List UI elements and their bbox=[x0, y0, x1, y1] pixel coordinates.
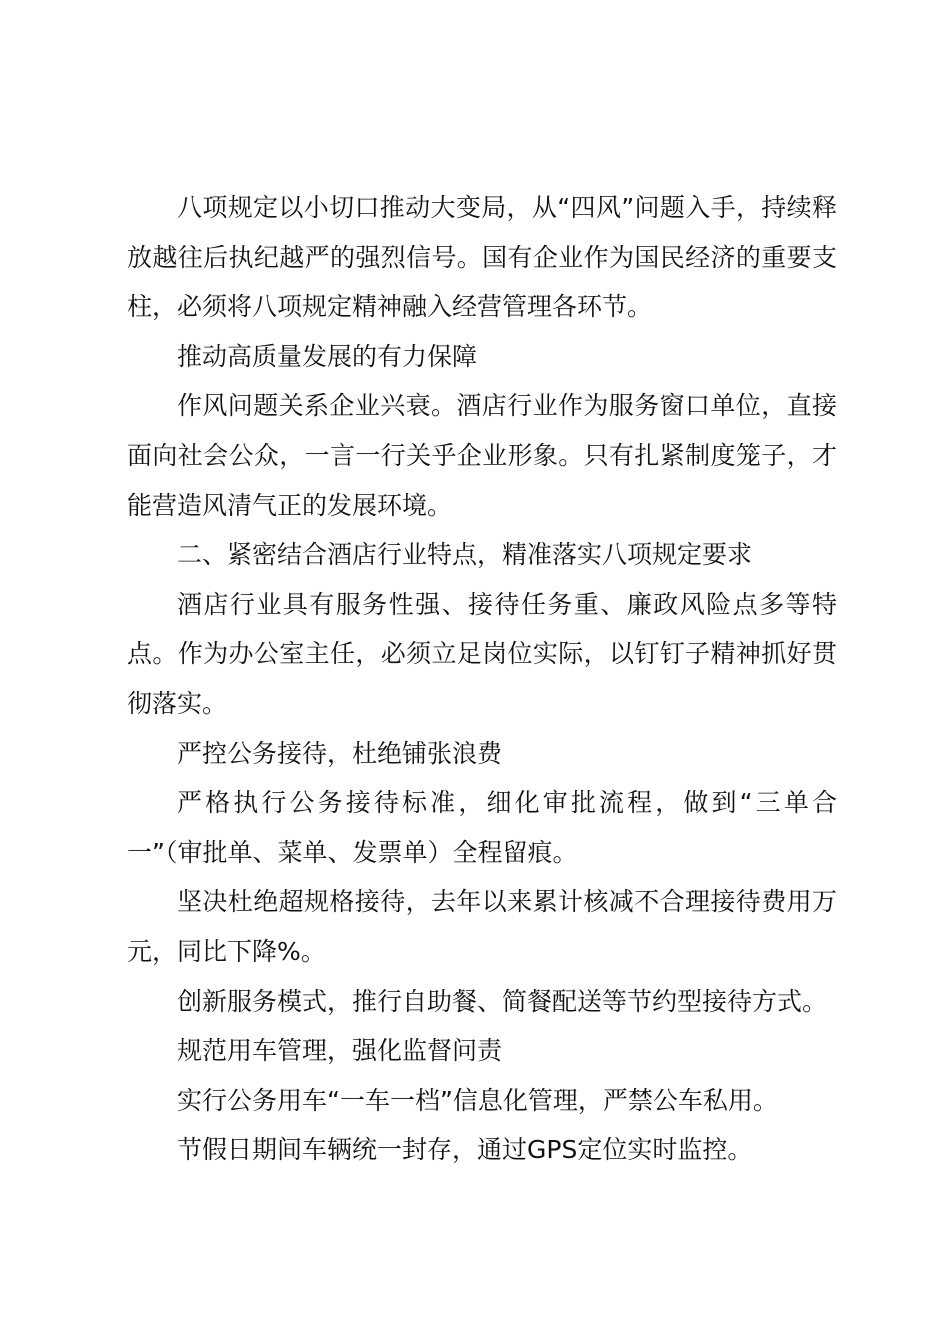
paragraph-intro: 八项规定以小切口推动大变局，从“四风”问题入手，持续释放越往后执纪越严的强烈信号。国有企业作为国民经济的重要支柱，必须将八项规定精神融入经营管理各环节。 bbox=[127, 193, 837, 322]
section-heading-vehicle: 规范用车管理，强化监督问责 bbox=[177, 1036, 503, 1066]
section-heading-two: 二、紧密结合酒店行业特点，精准落实八项规定要求 bbox=[177, 540, 753, 570]
document-body bbox=[127, 183, 837, 1175]
paragraph-reception-standard: 严格执行公务接待标准，细化审批流程，做到“三单合一”（审批单、菜单、发票单）全程留痕。 bbox=[127, 788, 837, 867]
paragraph-vehicle-holiday: 节假日期间车辆统一封存，通过GPS定位实时监控。 bbox=[177, 1135, 753, 1165]
paragraph-vehicle-archive: 实行公务用车“一车一档”信息化管理，严禁公车私用。 bbox=[177, 1085, 778, 1115]
section-heading-reception: 严控公务接待，杜绝铺张浪费 bbox=[177, 738, 503, 768]
section-heading-guarantee: 推动高质量发展的有力保障 bbox=[177, 341, 478, 371]
paragraph-hotel-features: 酒店行业具有服务性强、接待任务重、廉政风险点多等特点。作为办公室主任，必须立足岗位实际，以钉钉子精神抓好贯彻落实。 bbox=[127, 589, 837, 718]
paragraph-reception-cost: 坚决杜绝超规格接待，去年以来累计核减不合理接待费用万元，同比下降%。 bbox=[127, 887, 837, 966]
paragraph-work-style: 作风问题关系企业兴衰。酒店行业作为服务窗口单位，直接面向社会公众，一言一行关乎企业形象。只有扎紧制度笼子，才能营造风清气正的发展环境。 bbox=[127, 391, 837, 520]
paragraph-service-mode: 创新服务模式，推行自助餐、简餐配送等节约型接待方式。 bbox=[177, 986, 828, 1016]
